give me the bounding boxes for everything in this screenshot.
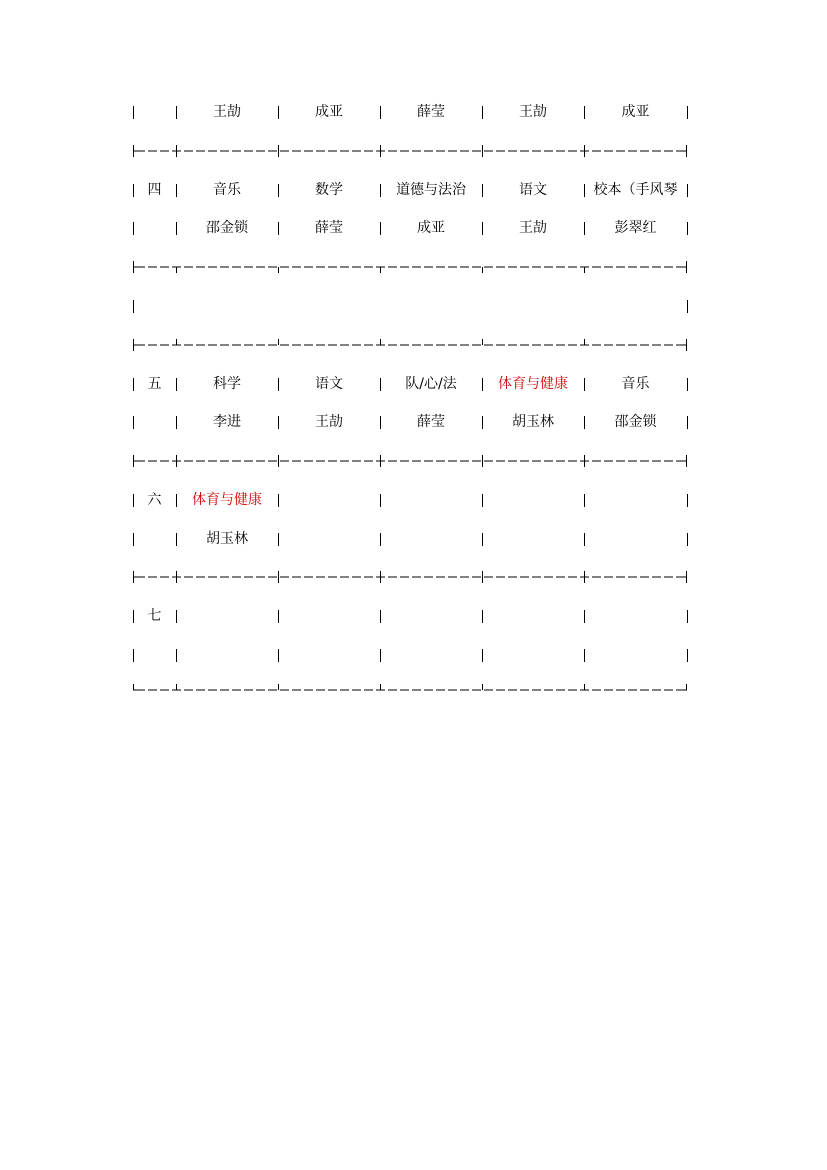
timetable-cell <box>586 606 685 626</box>
timetable-cell: 成亚 <box>315 104 343 120</box>
day-label: 四 <box>147 182 162 198</box>
column-separator <box>687 300 688 313</box>
table-border-svg <box>133 339 687 351</box>
column-separator <box>133 106 134 119</box>
timetable-cell: 音乐 <box>621 376 650 392</box>
column-separator <box>482 649 483 662</box>
column-separator <box>687 533 688 546</box>
column-separator <box>584 533 585 546</box>
table-border-svg <box>133 145 687 157</box>
column-separator <box>176 494 177 507</box>
timetable-cell <box>484 529 582 549</box>
column-separator <box>380 533 381 546</box>
column-separator <box>278 416 279 429</box>
day-label <box>135 645 174 665</box>
column-separator <box>584 649 585 662</box>
column-separator <box>482 610 483 623</box>
timetable-cell <box>586 490 685 510</box>
column-separator <box>482 378 483 391</box>
timetable-cell: 音乐 <box>213 182 241 198</box>
column-separator <box>482 494 483 507</box>
column-separator <box>482 416 483 429</box>
column-separator <box>380 184 381 197</box>
timetable-cell <box>484 490 582 510</box>
column-separator <box>380 378 381 391</box>
timetable-cell <box>382 606 480 626</box>
timetable-cell <box>586 529 685 549</box>
column-separator <box>133 649 134 662</box>
column-separator <box>687 494 688 507</box>
column-separator <box>687 222 688 235</box>
timetable-cell <box>178 645 276 665</box>
day-label: 七 <box>147 608 162 624</box>
column-separator <box>380 222 381 235</box>
timetable-cell: 数学 <box>315 182 343 198</box>
timetable-cell: 胡玉林 <box>512 414 554 430</box>
table-border-line <box>133 339 687 351</box>
column-separator <box>133 222 134 235</box>
timetable-cell: 成亚 <box>621 104 650 120</box>
timetable-cell: 校本（手风琴 <box>593 182 678 198</box>
column-separator <box>380 494 381 507</box>
column-separator <box>133 533 134 546</box>
day-label: 六 <box>147 492 162 508</box>
column-separator <box>133 300 134 313</box>
timetable-cell <box>382 490 480 510</box>
column-separator <box>380 416 381 429</box>
column-separator <box>584 106 585 119</box>
column-separator <box>584 610 585 623</box>
timetable-cell <box>280 529 378 549</box>
timetable-cell: 胡玉林 <box>206 531 248 547</box>
column-separator <box>687 416 688 429</box>
column-separator <box>687 184 688 197</box>
column-separator <box>482 184 483 197</box>
day-label: 五 <box>147 376 162 392</box>
column-separator <box>687 649 688 662</box>
column-separator <box>380 610 381 623</box>
column-separator <box>176 649 177 662</box>
timetable-cell: 李进 <box>213 414 241 430</box>
column-separator <box>176 184 177 197</box>
timetable-cell <box>382 529 480 549</box>
timetable-cell: 薛莹 <box>315 220 343 236</box>
column-separator <box>584 184 585 197</box>
column-separator <box>176 533 177 546</box>
column-separator <box>584 416 585 429</box>
timetable-cell: 王劼 <box>519 104 547 120</box>
timetable-cell: 王劼 <box>213 104 241 120</box>
column-separator <box>133 416 134 429</box>
column-separator <box>380 106 381 119</box>
column-separator <box>278 222 279 235</box>
day-label <box>135 412 174 432</box>
column-separator <box>380 649 381 662</box>
timetable-cell: 薛莹 <box>417 414 445 430</box>
table-border-line <box>133 455 687 467</box>
day-label <box>135 218 174 238</box>
timetable-cell: 语文 <box>519 182 547 198</box>
timetable-cell <box>178 606 276 626</box>
timetable-cell <box>280 645 378 665</box>
timetable-cell <box>484 606 582 626</box>
column-separator <box>133 378 134 391</box>
column-separator <box>584 494 585 507</box>
timetable-cell <box>280 606 378 626</box>
column-separator <box>133 494 134 507</box>
day-label <box>135 529 174 549</box>
timetable-cell <box>484 645 582 665</box>
timetable-cell: 成亚 <box>417 220 445 236</box>
timetable-cell: 邵金锁 <box>206 220 248 236</box>
timetable-cell: 邵金锁 <box>614 414 657 430</box>
column-separator <box>278 610 279 623</box>
column-separator <box>482 533 483 546</box>
timetable-cell: 体育与健康 <box>192 492 262 508</box>
table-border-svg <box>133 261 687 273</box>
column-separator <box>584 222 585 235</box>
column-separator <box>687 610 688 623</box>
column-separator <box>176 610 177 623</box>
timetable-cell: 科学 <box>213 376 241 392</box>
column-separator <box>278 494 279 507</box>
column-separator <box>687 378 688 391</box>
column-separator <box>278 106 279 119</box>
timetable-cell: 彭翠红 <box>614 220 657 236</box>
column-separator <box>482 106 483 119</box>
timetable-cell <box>382 645 480 665</box>
timetable-cell: 王劼 <box>315 414 343 430</box>
timetable-cell: 薛莹 <box>417 104 445 120</box>
timetable-cell: 语文 <box>315 376 343 392</box>
table-border-line <box>133 145 687 157</box>
column-separator <box>278 649 279 662</box>
timetable-cell: 王劼 <box>519 220 547 236</box>
table-border-svg <box>133 571 687 583</box>
timetable-cell: 队/心/法 <box>405 376 457 392</box>
table-border-line <box>133 261 687 273</box>
timetable-cell <box>586 645 685 665</box>
timetable-cell: 体育与健康 <box>498 376 568 392</box>
table-border-line <box>133 571 687 583</box>
table-border-line <box>133 684 687 696</box>
column-separator <box>176 378 177 391</box>
column-separator <box>176 416 177 429</box>
day-label <box>135 102 174 122</box>
table-border-svg <box>133 455 687 467</box>
column-separator <box>176 106 177 119</box>
column-separator <box>584 378 585 391</box>
column-separator <box>482 222 483 235</box>
timetable-cell <box>280 490 378 510</box>
column-separator <box>133 184 134 197</box>
column-separator <box>278 533 279 546</box>
column-separator <box>176 222 177 235</box>
column-separator <box>278 184 279 197</box>
timetable-cell: 道德与法治 <box>396 182 466 198</box>
column-separator <box>278 378 279 391</box>
table-border-svg <box>133 684 687 696</box>
column-separator <box>687 106 688 119</box>
column-separator <box>133 610 134 623</box>
